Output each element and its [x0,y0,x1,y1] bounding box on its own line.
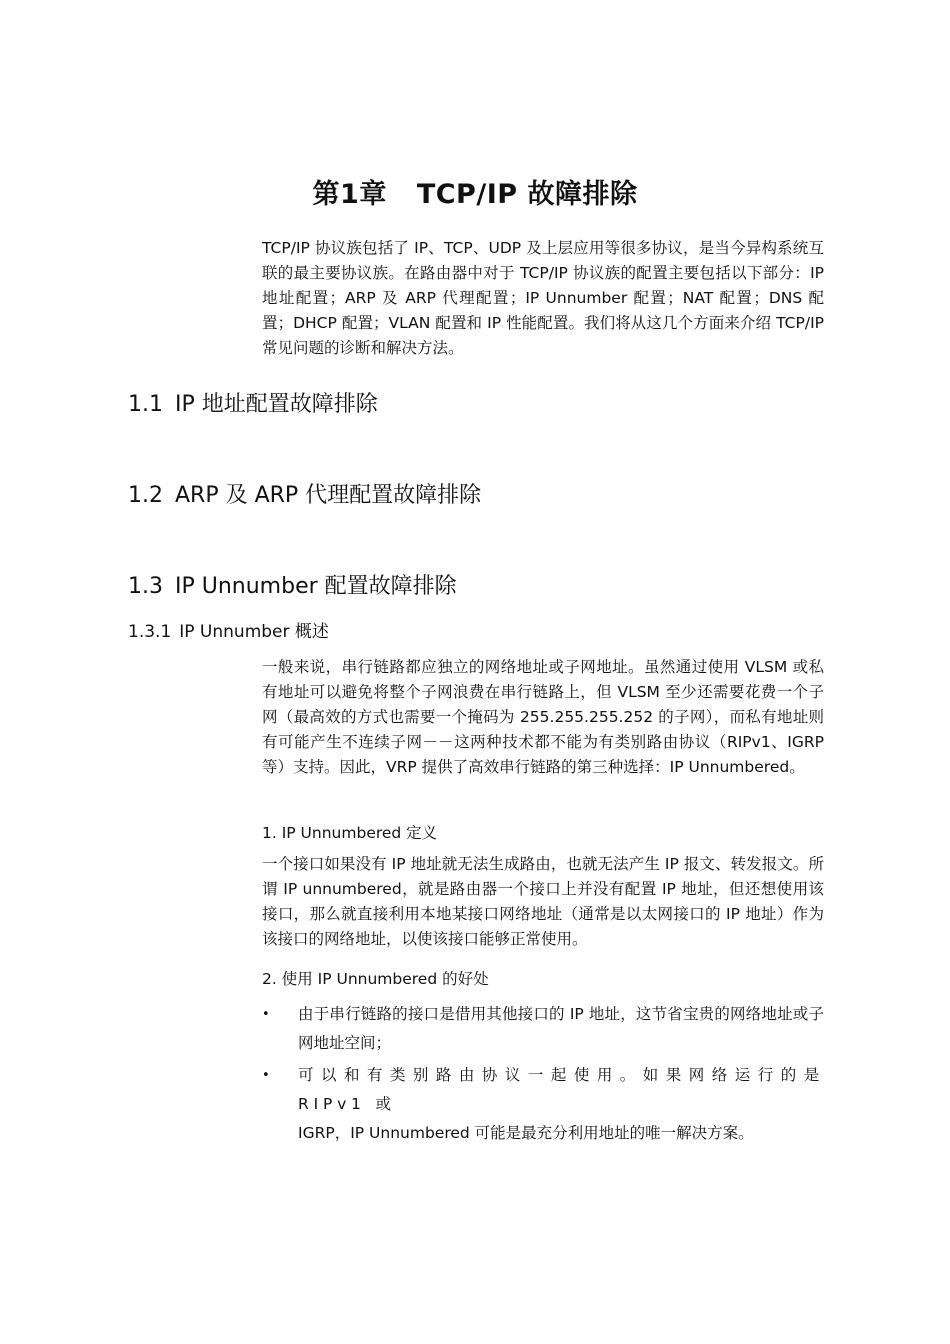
intro-paragraph: TCP/IP 协议族包括了 IP、TCP、UDP 及上层应用等很多协议，是当今异构系统互联的最主要协议族。在路由器中对于 TCP/IP 协议族的配置主要包括以下部分：IP 地址配置；ARP 及 ARP 代理配置；IP Unnumber 配置；NAT 配置；DNS 配置；DHCP 配置；VLAN 配置和 IP 性能配置。我们将从这几个方面来介绍 TCP/IP 常见问题的诊断和解决方法。 [262,239,824,357]
subsection-heading-1-3-1 [128,617,329,642]
bullet-icon: • [262,1068,270,1083]
section-number: 1.1 [128,392,163,417]
definition-paragraph: 一个接口如果没有 IP 地址就无法生成路由，也就无法产生 IP 报文、转发报文。所谓 IP unnumbered，就是路由器一个接口上并没有配置 IP 地址，但还想使用该接口，那么就直接利用本地某接口网络地址（通常是以太网接口的 IP 地址）作为该接口的网络地址，以使该接口能够正常使用。 [262,855,824,948]
definition-heading: 1. IP Unnumbered 定义 [262,824,438,842]
section-title: ARP 及 ARP 代理配置故障排除 [175,483,482,508]
list-item-text: 由于串行链路的接口是借用其他接口的 IP 地址，这节省宝贵的网络地址或子网地址空间； [298,1005,824,1052]
section-heading-1-3 [128,569,457,600]
chapter-title [0,172,950,211]
section-title: IP 地址配置故障排除 [175,392,378,417]
subsection-title: IP Unnumber 概述 [179,622,329,642]
chapter-number: 第1章 [312,179,387,210]
section-number: 1.2 [128,483,163,508]
chapter-title-text: TCP/IP 故障排除 [416,179,638,210]
section-heading-1-2 [128,478,481,509]
overview-paragraph: 一般来说，串行链路都应独立的网络地址或子网地址。虽然通过使用 VLSM 或私有地址可以避免将整个子网浪费在串行链路上，但 VLSM 至少还需要花费一个子网（最高效的方式也需要一个掩码为 255.255.255.252 的子网），而私有地址则有可能产生不连续子网－－这两种技术都不能为有类别路由协议（RIPv1、IGRP 等）支持。因此，VRP 提供了高效串行链路的第三种选择：IP Unnumbered。 [262,658,824,776]
subsection-number: 1.3.1 [128,622,172,642]
list-item [262,1061,824,1148]
list-item [262,1000,824,1058]
section-title: IP Unnumber 配置故障排除 [175,574,457,599]
bullet-icon: • [262,1007,270,1022]
list-item-text [298,1061,824,1148]
list-item-line: IGRP，IP Unnumbered 可能是最充分利用地址的唯一解决方案。 [298,1124,754,1142]
benefits-heading: 2. 使用 IP Unnumbered 的好处 [262,970,489,988]
section-number: 1.3 [128,574,163,599]
list-item-line: 可以和有类别路由协议一起使用。如果网络运行的是 RIPv1 或 [298,1066,824,1113]
section-heading-1-1 [128,387,378,418]
